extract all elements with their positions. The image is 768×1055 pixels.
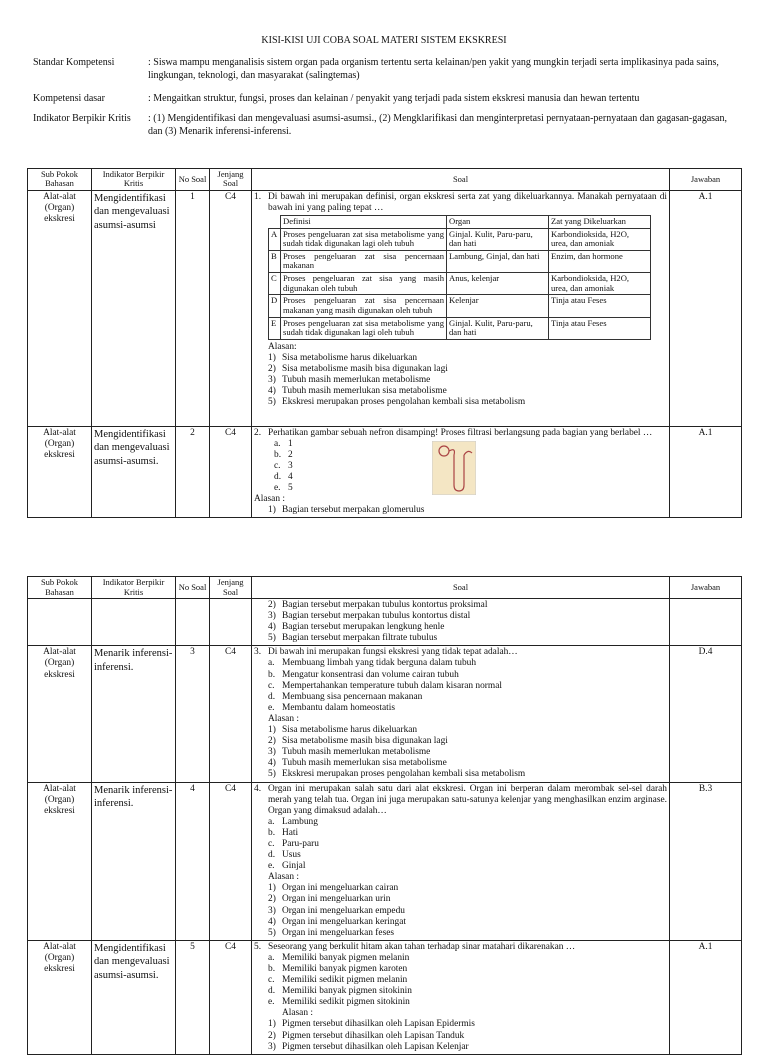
table-row — [28, 940, 742, 1054]
cell-jawaban: A.1 — [670, 426, 742, 518]
definition-table — [268, 215, 651, 340]
list-item: e. Ginjal — [268, 861, 306, 872]
cell-indikator: Mengidentifikasi dan mengevaluasi asumsi-asumsi. — [92, 940, 176, 1054]
list-item: e. 5 — [274, 483, 293, 494]
answer-options — [254, 658, 667, 713]
list-item: 2) Sisa metabolisme masih bisa digunakan lagi — [268, 736, 448, 747]
meta-text: : Siswa mampu menganalisis sistem organ pada organism tertentu serta kelainan/pen yakit yang mungkin terjadi serta implikasinya pada sains, lingkungan, teknologi, dan masyarakat (salingtemas) — [148, 57, 719, 81]
meta-label: Indikator Berpikir Kritis — [33, 113, 131, 124]
list-item: a. Lambung — [268, 816, 318, 827]
head-organ: Organ — [447, 215, 549, 228]
option-row-a — [269, 228, 651, 250]
nephron-image — [432, 441, 476, 499]
list-item: d. Memiliki banyak pigmen sitokinin — [268, 986, 412, 997]
list-item: c. Mempertahankan temperature tubuh dalam kisaran normal — [268, 680, 502, 691]
cell-soal — [252, 190, 670, 426]
option-zat: Tinja atau Feses — [549, 295, 651, 317]
alasan-label: Alasan : — [282, 1008, 313, 1019]
question-number: 1. — [254, 191, 262, 202]
option-zat: Tinja atau Feses — [549, 317, 651, 339]
col-sub-pokok: Sub Pokok Bahasan — [28, 169, 92, 191]
col-jawaban: Jawaban — [670, 169, 742, 191]
list-item: 1) Sisa metabolisme harus dikeluarkan — [268, 725, 418, 736]
cell-sub: Alat-alat (Organ) ekskresi — [28, 782, 92, 940]
list-item: c. 3 — [274, 460, 293, 471]
meta-standar-kompetensi — [33, 56, 733, 86]
question-2 — [254, 428, 667, 517]
list-item: 1) Organ ini mengeluarkan cairan — [268, 883, 399, 894]
cell-no: 1 — [176, 190, 210, 426]
answer-options — [254, 953, 667, 1008]
question-4 — [254, 784, 667, 939]
list-item: b. Memiliki banyak pigmen karoten — [268, 964, 408, 974]
col-soal: Soal — [252, 577, 670, 599]
cell-jenjang: C4 — [210, 646, 252, 782]
col-soal: Soal — [252, 169, 670, 191]
answer-options — [254, 817, 667, 872]
option-zat: Karbondioksida, H2O, urea, dan amoniak — [549, 228, 651, 250]
cell-no: 2 — [176, 426, 210, 518]
option-definisi: Proses pengeluaran zat sisa yang masih digunakan oleh tubuh — [281, 273, 447, 295]
list-item: 4) Tubuh masih memerlukan sisa metabolisme — [268, 386, 447, 397]
cell-jenjang: C4 — [210, 190, 252, 426]
list-item: 1) Pigmen tersebut dihasilkan oleh Lapisan Epidermis — [268, 1019, 475, 1030]
option-row-e — [269, 317, 651, 339]
cell-soal — [252, 782, 670, 940]
question-number: 4. — [254, 783, 262, 794]
option-definisi: Proses pengeluaran zat sisa pencernaan makanan yang masih digunakan oleh tubuh — [281, 295, 447, 317]
col-jenjang: Jenjang Soal — [210, 169, 252, 191]
option-zat: Karbondioksida, H2O, urea, dan amoniak — [549, 273, 651, 295]
list-item: 3) Bagian tersebut merpakan tubulus kontortus distal — [268, 611, 471, 622]
option-organ: Ginjal. Kulit, Paru-paru, dan hati — [447, 317, 549, 339]
question-text: Organ ini merupakan salah satu dari alat ekskresi. Organ ini berperan dalam merombak sel-sel darah merah yang telah tua. Organ ini juga merupakan satu-satunya kelenjar yang menghasilkan enzim arginase. Organ yang dimaksud adalah… — [268, 783, 667, 816]
list-item: e. Membantu dalam homeostatis — [268, 702, 395, 713]
cell-jawaban: A.1 — [670, 190, 742, 426]
question-text: Perhatikan gambar sebuah nefron disamping! Proses filtrasi berlangsung pada bagian yang berlabel … — [268, 427, 653, 438]
list-item: 4) Bagian tersebut merupakan lengkung henle — [268, 622, 445, 633]
option-organ: Ginjal. Kulit, Paru-paru, dan hati — [447, 228, 549, 250]
list-item: 5) Bagian tersebut merpakan filtrate tubulus — [268, 633, 438, 644]
cell-indikator: Menarik inferensi-inferensi. — [92, 782, 176, 940]
list-item: 3) Organ ini mengeluarkan empedu — [268, 905, 405, 916]
list-item: b. 2 — [274, 449, 293, 460]
option-zat: Enzim, dan hormone — [549, 250, 651, 272]
question-text: Seseorang yang berkulit hitam akan tahan terhadap sinar matahari dikarenakan … — [268, 941, 576, 952]
list-item: 2) Sisa metabolisme masih bisa digunakan lagi — [268, 363, 448, 374]
cell-jenjang: C4 — [210, 940, 252, 1054]
question-number: 5. — [254, 941, 262, 952]
cell-sub: Alat-alat (Organ) ekskresi — [28, 190, 92, 426]
list-item: c. Paru-paru — [268, 838, 319, 849]
question-number: 3. — [254, 647, 262, 658]
option-row-d — [269, 295, 651, 317]
list-item: d. Membuang sisa pencernaan makanan — [268, 691, 423, 702]
cell-indikator: Mengidentifikasi dan mengevaluasi asumsi-asumsi — [92, 190, 176, 426]
question-1 — [254, 192, 667, 409]
cell-jenjang: C4 — [210, 782, 252, 940]
cell-jenjang: C4 — [210, 426, 252, 518]
question-3 — [254, 647, 667, 780]
table-row — [28, 782, 742, 940]
list-item: 3) Tubuh masih memerlukan metabolisme — [268, 747, 431, 758]
col-no-soal: No Soal — [176, 577, 210, 599]
list-item: 5) Ekskresi merupakan proses pengolahan kembali sisa metabolism — [268, 397, 526, 408]
list-item: 5) Ekskresi merupakan proses pengolahan kembali sisa metabolism — [268, 769, 526, 780]
option-row-b — [269, 250, 651, 272]
cell-no: 3 — [176, 646, 210, 782]
option-definisi: Proses pengeluaran zat sisa metabolisme yang sudah tidak digunakan lagi oleh tubuh — [281, 317, 447, 339]
head-zat: Zat yang Dikeluarkan — [549, 215, 651, 228]
alasan-list — [254, 353, 667, 408]
list-item: 1) Bagian tersebut merpakan glomerulus — [268, 505, 425, 516]
option-organ: Lambung, Ginjal, dan hati — [447, 250, 549, 272]
meta-text: : (1) Mengidentifikasi dan mengevaluasi asumsi-asumsi., (2) Mengklarifikasi dan menginterpretasi pernyataan-pernyataan dan gagasan-gagasan, dan (3) Menarik inferensi-inferensi. — [148, 113, 727, 137]
list-item: e. Memiliki sedikit pigmen sitokinin — [268, 997, 410, 1008]
meta-label: Kompetensi dasar — [33, 93, 105, 104]
option-key: B — [269, 250, 281, 272]
table-row — [28, 190, 742, 426]
kisi-table-1 — [27, 168, 742, 518]
question-text: Di bawah ini merupakan fungsi ekskresi yang tidak tepat adalah… — [268, 647, 518, 658]
cell-no: 5 — [176, 940, 210, 1054]
alasan-label: Alasan : — [268, 872, 299, 883]
list-item: 4) Tubuh masih memerlukan sisa metabolisme — [268, 758, 447, 769]
list-item: 2) Pigmen tersebut dihasilkan oleh Lapisan Tanduk — [268, 1030, 465, 1041]
option-definisi: Proses pengeluaran zat sisa pencernaan makanan — [281, 250, 447, 272]
table-row — [28, 646, 742, 782]
cell-soal — [252, 940, 670, 1054]
meta-indikator — [33, 112, 733, 142]
cell-sub: Alat-alat (Organ) ekskresi — [28, 646, 92, 782]
option-definisi: Proses pengeluaran zat sisa metabolisme yang sudah tidak digunakan lagi oleh tubuh — [281, 228, 447, 250]
cell-sub: Alat-alat (Organ) ekskresi — [28, 940, 92, 1054]
col-jawaban: Jawaban — [670, 577, 742, 599]
list-item: d. 4 — [274, 472, 293, 483]
col-jenjang: Jenjang Soal — [210, 577, 252, 599]
question-text: Di bawah ini merupakan definisi, organ ekskresi serta zat yang dikeluarkannya. Manakah pernyataan di bawah ini yang paling tepat … — [268, 191, 667, 213]
cell-jawaban: B.3 — [670, 782, 742, 940]
list-item: 1) Sisa metabolisme harus dikeluarkan — [268, 352, 418, 363]
option-key: A — [269, 228, 281, 250]
kisi-table-2 — [27, 576, 742, 1055]
cell-jawaban: D.4 — [670, 646, 742, 782]
alasan-label: Alasan : — [268, 713, 299, 724]
alasan-label: Alasan: — [268, 341, 297, 352]
alasan-list — [254, 725, 667, 780]
cell-soal — [252, 646, 670, 782]
meta-kompetensi-dasar — [33, 92, 733, 108]
question-number: 2. — [254, 427, 262, 438]
alasan-list — [254, 1019, 667, 1052]
list-item: d. Usus — [268, 850, 301, 861]
list-item: 2) Bagian tersebut merpakan tubulus kontortus proksimal — [268, 600, 488, 610]
list-item: c. Memiliki sedikit pigmen melanin — [268, 975, 408, 986]
alasan-list — [254, 505, 667, 516]
list-item: a. Memiliki banyak pigmen melanin — [268, 952, 410, 963]
head-definisi: Definisi — [281, 215, 447, 228]
option-key: E — [269, 317, 281, 339]
option-row-c — [269, 273, 651, 295]
option-organ: Kelenjar — [447, 295, 549, 317]
cell-indikator: Mengidentifikasi dan mengevaluasi asumsi-asumsi. — [92, 426, 176, 518]
question-5 — [254, 942, 667, 1053]
cell-jawaban: A.1 — [670, 940, 742, 1054]
alasan-list — [254, 600, 667, 644]
cell-soal — [252, 426, 670, 518]
list-item: a. Membuang limbah yang tidak berguna dalam tubuh — [268, 658, 477, 669]
option-key: C — [269, 273, 281, 295]
list-item: b. Mengatur konsentrasi dan volume cairan tubuh — [268, 669, 459, 680]
list-item: 5) Organ ini mengeluarkan feses — [268, 927, 395, 938]
list-item: 3) Pigmen tersebut dihasilkan oleh Lapisan Kelenjar — [268, 1041, 469, 1052]
list-item: 4) Organ ini mengeluarkan keringat — [268, 916, 407, 927]
option-organ: Anus, kelenjar — [447, 273, 549, 295]
alasan-list — [254, 883, 667, 938]
col-no-soal: No Soal — [176, 169, 210, 191]
option-key: D — [269, 295, 281, 317]
cell-no: 4 — [176, 782, 210, 940]
col-sub-pokok: Sub Pokok Bahasan — [28, 577, 92, 599]
cell-soal-continued — [252, 599, 670, 646]
meta-label: Standar Kompetensi — [33, 57, 115, 68]
list-item: 3) Tubuh masih memerlukan metabolisme — [268, 375, 431, 386]
cell-indikator: Menarik inferensi-inferensi. — [92, 646, 176, 782]
list-item: b. Hati — [268, 827, 299, 838]
cell-sub: Alat-alat (Organ) ekskresi — [28, 426, 92, 518]
document-title: KISI-KISI UJI COBA SOAL MATERI SISTEM EKSKRESI — [261, 35, 507, 46]
list-item: a. 1 — [274, 438, 293, 449]
meta-text: : Mengaitkan struktur, fungsi, proses dan kelainan / penyakit yang terjadi pada sistem ekskresi manusia dan hewan tertentu — [148, 93, 640, 104]
list-item: 2) Organ ini mengeluarkan urin — [268, 894, 391, 905]
table-row — [28, 599, 742, 646]
table-row — [28, 426, 742, 518]
col-indikator: Indikator Berpikir Kritis — [92, 577, 176, 599]
alasan-label: Alasan : — [254, 494, 285, 505]
col-indikator: Indikator Berpikir Kritis — [92, 169, 176, 191]
